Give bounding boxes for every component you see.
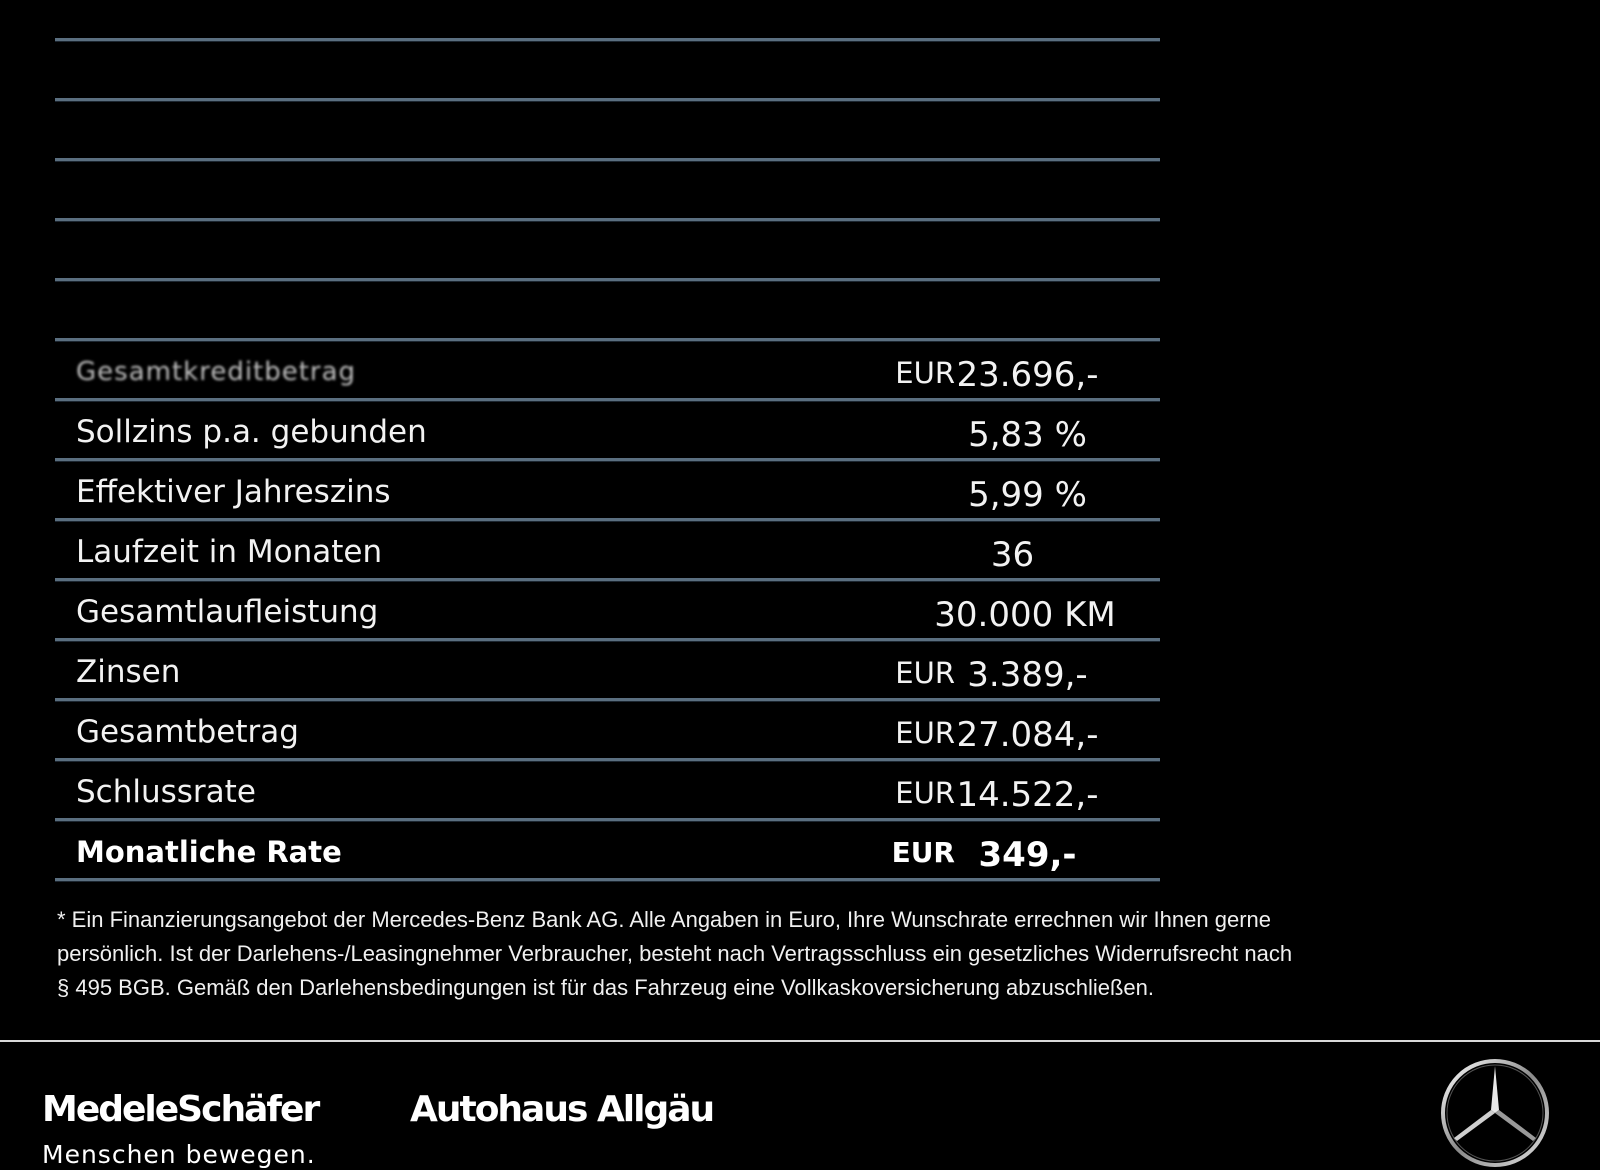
table-row-blank-1	[55, 41, 1160, 101]
row-value: 349,-	[978, 835, 1077, 875]
footnote	[57, 903, 1557, 1005]
financing-table	[55, 38, 1160, 881]
row-value: 36	[990, 535, 1035, 575]
mercedes-star-icon	[1440, 1058, 1550, 1168]
row-currency: EUR	[891, 836, 955, 869]
row-label: Gesamtbetrag	[76, 714, 299, 750]
footer-divider	[0, 1040, 1600, 1042]
row-currency: EUR	[895, 776, 955, 810]
table-row-blank-2	[55, 101, 1160, 161]
table-row-laufzeit	[55, 521, 1160, 581]
brand-logo-autohaus-allgaeu: Autohaus Allgäu	[410, 1089, 714, 1130]
row-value: 14.522,-	[956, 775, 1099, 815]
table-row-blank-3	[55, 161, 1160, 221]
row-value: 3.389,-	[967, 655, 1088, 695]
brand-slogan: Menschen bewegen.	[42, 1140, 316, 1169]
row-label: Gesamtlaufleistung	[76, 594, 379, 630]
table-row-blank-5	[55, 281, 1160, 341]
table-row-sollzins	[55, 401, 1160, 461]
row-value: 27.084,-	[956, 715, 1099, 755]
row-value: 5,99 %	[968, 475, 1087, 515]
row-label: Gesamtkreditbetrag	[76, 357, 357, 387]
footnote-line: § 495 BGB. Gemäß den Darlehensbedingungen ist für das Fahrzeug eine Vollkaskoversicherung abzuschließen.	[57, 975, 1154, 1000]
row-label: Schlussrate	[76, 774, 256, 810]
footnote-line: persönlich. Ist der Darlehens-/Leasingnehmer Verbraucher, besteht nach Vertragsschluss ein gesetzliches Widerrufsrecht nach	[57, 941, 1293, 966]
row-currency: EUR	[895, 356, 955, 390]
table-row-monatliche-rate	[55, 821, 1160, 881]
table-row-schlussrate	[55, 761, 1160, 821]
table-row-gesamtlaufleistung	[55, 581, 1160, 641]
row-label: Monatliche Rate	[76, 835, 342, 869]
footnote-line: * Ein Finanzierungsangebot der Mercedes-Benz Bank AG. Alle Angaben in Euro, Ihre Wunschrate errechnen wir Ihnen gerne	[57, 907, 1271, 932]
row-value: 30.000 KM	[934, 595, 1116, 635]
table-row-effektiver-jahreszins	[55, 461, 1160, 521]
table-row-gesamtkreditbetrag	[55, 341, 1160, 401]
table-row-gesamtbetrag	[55, 701, 1160, 761]
row-currency: EUR	[895, 656, 955, 690]
row-label: Zinsen	[76, 654, 181, 690]
table-row-blank-4	[55, 221, 1160, 281]
brand-logo-medeleschaefer: MedeleSchäfer	[42, 1089, 319, 1130]
row-label: Effektiver Jahreszins	[76, 474, 391, 510]
row-value: 5,83 %	[968, 415, 1087, 455]
table-row-zinsen	[55, 641, 1160, 701]
row-value: 23.696,-	[956, 355, 1099, 395]
row-label: Sollzins p.a. gebunden	[76, 414, 427, 450]
row-label: Laufzeit in Monaten	[76, 534, 383, 570]
row-currency: EUR	[895, 716, 955, 750]
